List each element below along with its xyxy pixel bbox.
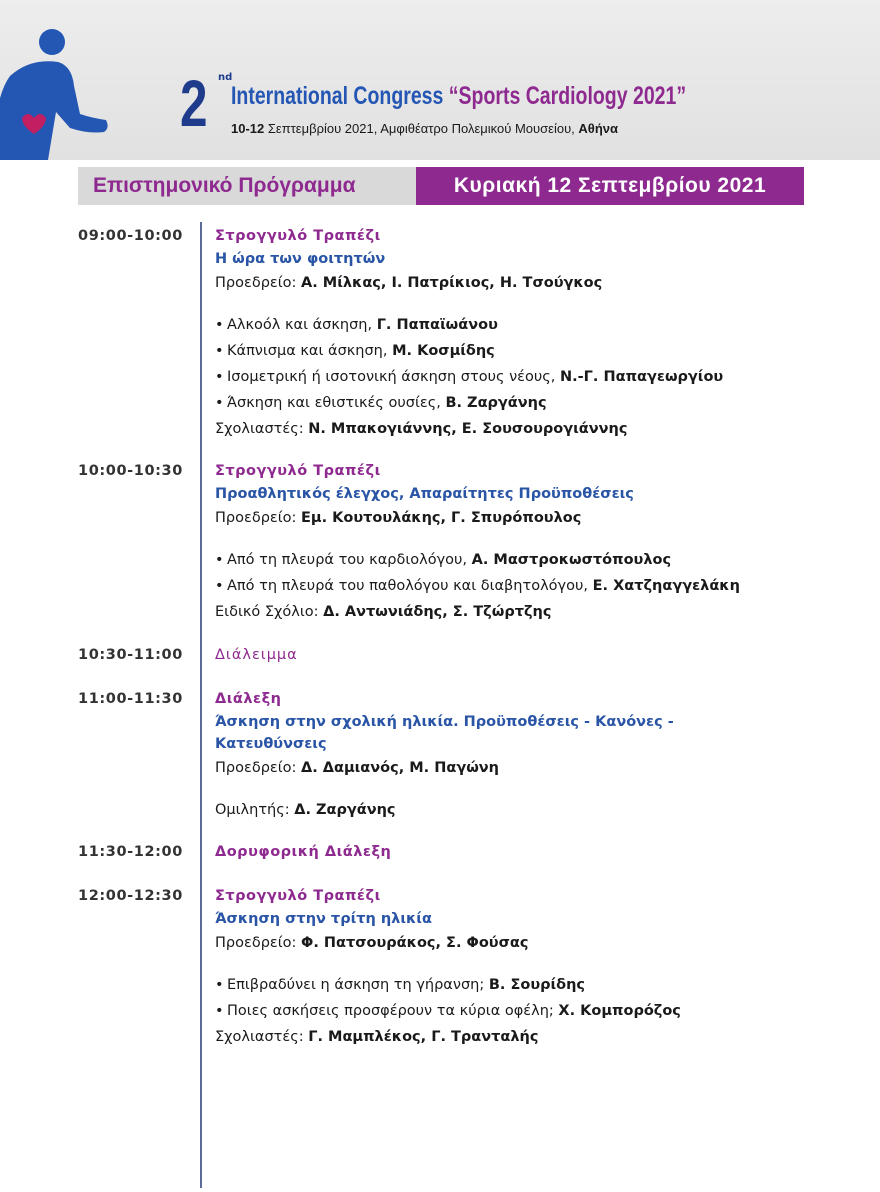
list-item xyxy=(215,547,865,573)
runner-logo-icon xyxy=(0,28,120,160)
session-content xyxy=(215,643,865,667)
commentators-names: Ν. Μπακογιάννης, Ε. Σουσουρογιάννης xyxy=(308,421,628,437)
item-text: Άσκηση και εθιστικές ουσίες, xyxy=(227,395,441,411)
session-time: 12:00-12:30 xyxy=(78,888,183,904)
chair-label: Προεδρείο: xyxy=(215,275,297,291)
edition-badge xyxy=(180,66,233,140)
session-type: Διάλεξη xyxy=(215,691,282,707)
item-text: Από τη πλευρά του καρδιολόγου, xyxy=(227,552,468,568)
session-time: 10:00-10:30 xyxy=(78,463,183,479)
special-comment-line xyxy=(215,599,865,625)
item-speaker: Α. Μαστροκωστόπουλος xyxy=(471,552,672,568)
bullet-icon: • xyxy=(215,395,224,411)
speaker-names: Δ. Ζαργάνης xyxy=(294,802,396,818)
chair-names: Δ. Δαμιανός, Μ. Παγώνη xyxy=(301,760,500,776)
session-type: Δορυφορική Διάλεξη xyxy=(215,844,392,860)
session-topic: Προαθλητικός έλεγχος, Απαραίτητες Προϋποθέσεις xyxy=(215,486,634,502)
item-speaker: Χ. Κομπορόζος xyxy=(558,1003,681,1019)
item-speaker: Β. Σουρίδης xyxy=(488,977,586,993)
edition-number: 2 xyxy=(180,66,208,140)
bullet-icon: • xyxy=(215,369,224,385)
chair-line xyxy=(215,755,865,781)
list-item xyxy=(215,390,865,416)
item-speaker: Ν.-Γ. Παπαγεωργίου xyxy=(560,369,724,385)
commentators-label: Σχολιαστές: xyxy=(215,421,304,437)
list-item xyxy=(215,573,865,599)
congress-venue: Σεπτεμβρίου 2021, Αμφιθέατρο Πολεμικού Μουσείου, xyxy=(267,121,575,136)
chair-names: Φ. Πατσουράκος, Σ. Φούσας xyxy=(301,935,529,951)
commentators-line xyxy=(215,416,865,442)
bullet-icon: • xyxy=(215,578,224,594)
congress-header xyxy=(0,0,880,160)
bullet-icon: • xyxy=(215,552,224,568)
program-banner-title: Επιστημονικό Πρόγραμμα xyxy=(78,167,416,205)
session-type: Στρογγυλό Τραπέζι xyxy=(215,888,381,904)
chair-names: Α. Μίλκας, Ι. Πατρίκιος, Η. Τσούγκος xyxy=(301,275,603,291)
session-content xyxy=(215,459,865,625)
item-text: Κάπνισμα και άσκηση, xyxy=(227,343,388,359)
timeline-divider xyxy=(200,222,202,1188)
congress-dates: 10-12 xyxy=(231,121,265,136)
congress-title-year: 2021” xyxy=(632,82,687,110)
commentators-label: Σχολιαστές: xyxy=(215,1029,304,1045)
congress-subtitle xyxy=(231,121,618,136)
chair-line xyxy=(215,930,865,956)
session-time: 11:30-12:00 xyxy=(78,844,183,860)
speaker-line xyxy=(215,797,865,823)
bullet-icon: • xyxy=(215,343,224,359)
item-speaker: Ε. Χατζηαγγελάκη xyxy=(592,578,740,594)
session-type: Στρογγυλό Τραπέζι xyxy=(215,463,381,479)
list-item xyxy=(215,364,865,390)
item-speaker: Γ. Παπαϊωάνου xyxy=(376,317,498,333)
list-item xyxy=(215,998,865,1024)
congress-title-part2: “Sports Cardiology xyxy=(448,82,628,110)
program-banner-date: Κυριακή 12 Σεπτεμβρίου 2021 xyxy=(416,167,804,205)
session-content xyxy=(215,224,865,442)
commentators-line xyxy=(215,1024,865,1050)
chair-label: Προεδρείο: xyxy=(215,510,297,526)
edition-suffix: nd xyxy=(218,72,233,83)
speaker-label: Ομιλητής: xyxy=(215,802,290,818)
bullet-icon: • xyxy=(215,317,224,333)
congress-title xyxy=(231,82,686,111)
congress-city: Αθήνα xyxy=(578,121,618,136)
item-speaker: Β. Ζαργάνης xyxy=(445,395,547,411)
item-text: Από τη πλευρά του παθολόγου και διαβητολόγου, xyxy=(227,578,589,594)
congress-title-part1: International Congress xyxy=(231,82,444,110)
session-topic: Η ώρα των φοιτητών xyxy=(215,251,386,267)
chair-line xyxy=(215,505,865,531)
item-text: Αλκοόλ και άσκηση, xyxy=(227,317,373,333)
bullet-icon: • xyxy=(215,1003,224,1019)
list-item xyxy=(215,338,865,364)
session-type: Στρογγυλό Τραπέζι xyxy=(215,228,381,244)
chair-label: Προεδρείο: xyxy=(215,935,297,951)
session-content xyxy=(215,687,865,823)
session-time: 11:00-11:30 xyxy=(78,691,183,707)
list-item xyxy=(215,312,865,338)
session-topic: Άσκηση στην τρίτη ηλικία xyxy=(215,911,432,927)
chair-line xyxy=(215,270,865,296)
session-time: 09:00-10:00 xyxy=(78,228,183,244)
special-comment-names: Δ. Αντωνιάδης, Σ. Τζώρτζης xyxy=(323,604,552,620)
session-time: 10:30-11:00 xyxy=(78,647,183,663)
item-speaker: Μ. Κοσμίδης xyxy=(392,343,495,359)
session-type: Διάλειμμα xyxy=(215,647,298,663)
item-text: Ποιες ασκήσεις προσφέρουν τα κύρια οφέλη; xyxy=(227,1003,554,1019)
special-comment-label: Ειδικό Σχόλιο: xyxy=(215,604,319,620)
chair-label: Προεδρείο: xyxy=(215,760,297,776)
bullet-icon: • xyxy=(215,977,224,993)
session-topic: Άσκηση στην σχολική ηλικία. Προϋποθέσεις - Κανόνες - Κατευθύνσεις xyxy=(215,714,674,752)
commentators-names: Γ. Μαμπλέκος, Γ. Τρανταλής xyxy=(308,1029,539,1045)
item-text: Επιβραδύνει η άσκηση τη γήρανση; xyxy=(227,977,485,993)
session-content xyxy=(215,840,865,864)
chair-names: Εμ. Κουτουλάκης, Γ. Σπυρόπουλος xyxy=(301,510,582,526)
list-item xyxy=(215,972,865,998)
item-text: Ισομετρική ή ισοτονική άσκηση στους νέους, xyxy=(227,369,556,385)
session-content xyxy=(215,884,865,1050)
